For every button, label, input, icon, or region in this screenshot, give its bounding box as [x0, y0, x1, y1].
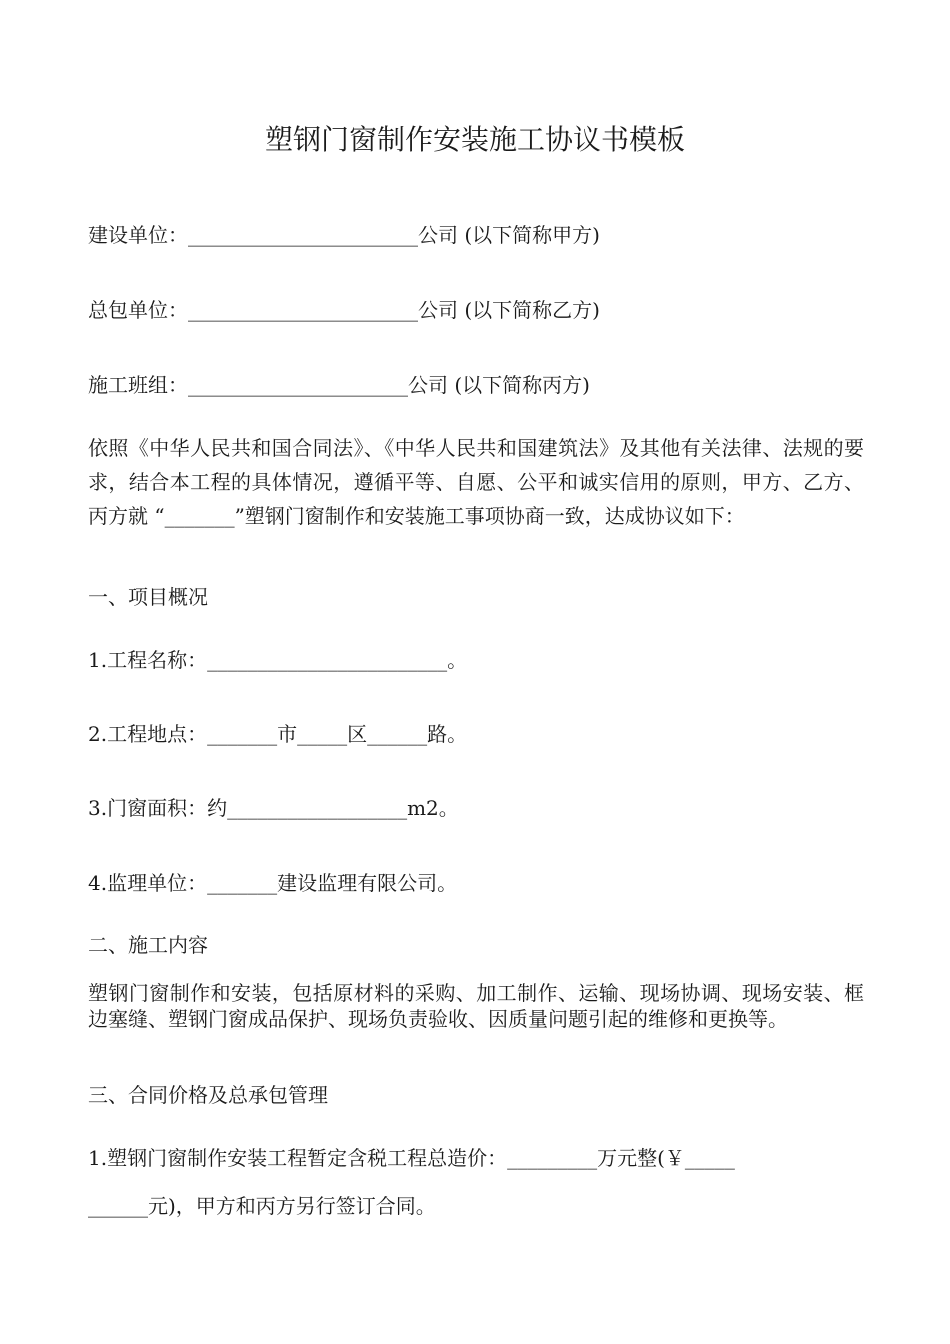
- supervision-unit-line: 4.监理单位：_______建设监理有限公司。: [88, 871, 458, 895]
- contract-price-line-1: 1.塑钢门窗制作安装工程暂定含税工程总造价：_________万元整(￥_____: [88, 1146, 735, 1170]
- intro-paragraph: 依照《中华人民共和国合同法》、《中华人民共和国建筑法》及其他有关法律、法规的要求，结合本工程的具体情况，遵循平等、自愿、公平和诚实信用的原则，甲方、乙方、丙方就 “_______”塑钢门窗制作和安装施工事项协商一致，达成协议如下：: [88, 436, 864, 528]
- party-b-line: 总包单位：_______________________公司 (以下简称乙方): [88, 298, 600, 322]
- construction-content-paragraph: 塑钢门窗制作和安装，包括原材料的采购、加工制作、运输、现场协调、现场安装、框边塞缝、塑钢门窗成品保护、现场负责验收、因质量问题引起的维修和更换等。: [88, 981, 864, 1031]
- party-c-line: 施工班组：______________________公司 (以下简称丙方): [88, 373, 590, 397]
- section-3-heading: 三、合同价格及总承包管理: [88, 1083, 328, 1107]
- project-location-line: 2.工程地点：_______市_____区______路。: [88, 722, 468, 746]
- contract-price-line-2: ______元)，甲方和丙方另行签订合同。: [88, 1194, 436, 1218]
- party-a-line: 建设单位：_______________________公司 (以下简称甲方): [88, 223, 600, 247]
- project-name-line: 1.工程名称：________________________。: [88, 648, 468, 672]
- section-1-heading: 一、项目概况: [88, 585, 208, 609]
- window-area-line: 3.门窗面积：约__________________m2。: [88, 796, 459, 820]
- document-title: 塑钢门窗制作安装施工协议书模板: [264, 123, 685, 156]
- section-2-heading: 二、施工内容: [88, 933, 208, 957]
